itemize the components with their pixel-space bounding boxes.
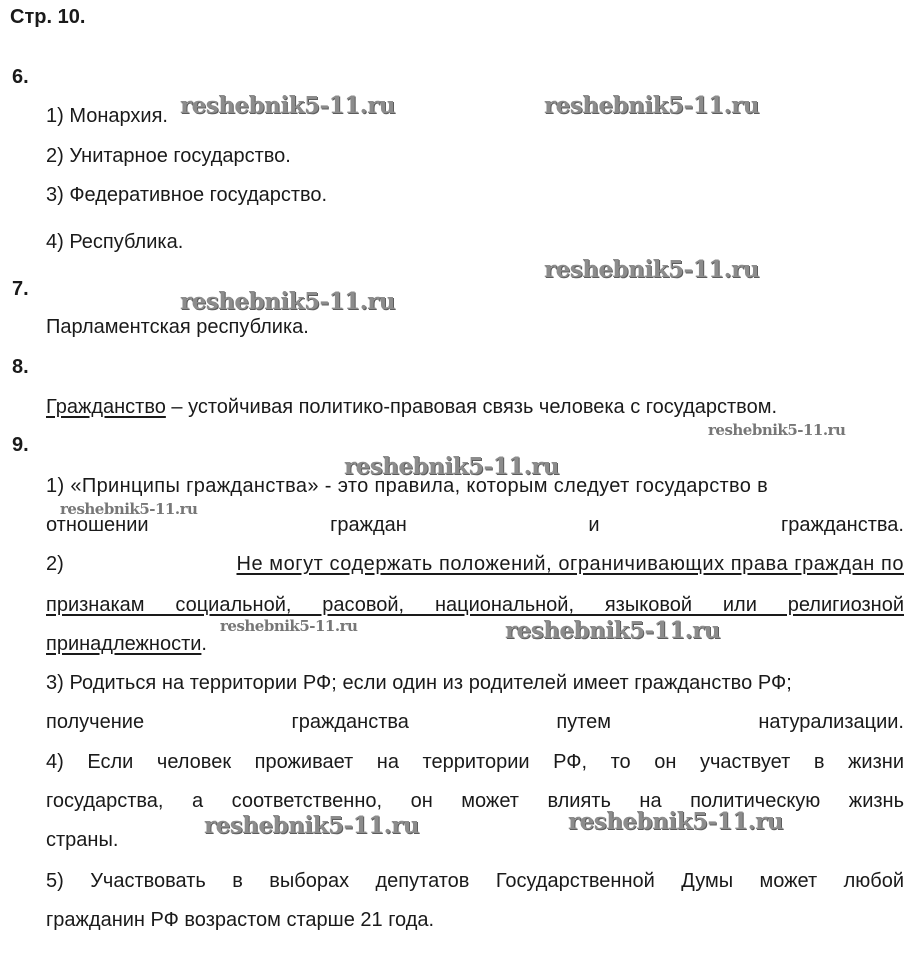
word: натурализации. — [758, 711, 904, 733]
word: гражданства — [291, 711, 409, 733]
task-7-number: 7. — [12, 278, 29, 300]
watermark: reshebnik5-11.ru — [544, 256, 759, 283]
task-6-item-1: 1) Монархия. — [46, 105, 168, 127]
word: путем — [556, 711, 611, 733]
task-7-answer: Парламентская республика. — [46, 316, 309, 338]
watermark: reshebnik5-11.ru — [204, 812, 419, 839]
answer-2-underlined-2: признакам социальной, расовой, национальной, языковой или религиозной — [46, 594, 904, 616]
task-6-item-2: 2) Унитарное государство. — [46, 145, 291, 167]
task-9-answer-5-line-1: 5) Участвовать в выборах депутатов Государственной Думы может любой — [46, 870, 904, 892]
term-citizenship: Гражданство — [46, 396, 166, 418]
task-8-answer — [46, 395, 777, 419]
task-9-answer-4-line-1: 4) Если человек проживает на территории РФ, то он участвует в жизни — [46, 751, 904, 773]
answer-2-underlined-3: принадлежности — [46, 633, 202, 655]
task-9-answer-3-line-1: 3) Родиться на территории РФ; если один из родителей имеет гражданство РФ; — [46, 672, 792, 694]
task-9-number: 9. — [12, 434, 29, 456]
word: получение — [46, 711, 145, 733]
task-9-answer-5-line-2: гражданин РФ возрастом старше 21 года. — [46, 909, 435, 931]
watermark: reshebnik5-11.ru — [544, 92, 759, 119]
watermark: reshebnik5-11.ru — [60, 500, 198, 518]
word: гражданства. — [780, 514, 904, 536]
term-definition: – устойчивая политико-правовая связь человека с государством. — [165, 396, 778, 418]
task-9-answer-3-line-2 — [46, 710, 904, 734]
answer-2-prefix: 2) — [46, 553, 64, 575]
page-title: Стр. 10. — [10, 6, 86, 28]
word: граждан — [330, 514, 407, 536]
task-9-answer-2-line-2 — [46, 593, 904, 617]
task-9-answer-2-line-1 — [46, 552, 904, 576]
task-9-answer-2-line-3 — [46, 632, 207, 656]
task-9-answer-4-line-2: государства, а соответственно, он может влиять на политическую жизнь — [46, 790, 904, 812]
watermark: reshebnik5-11.ru — [180, 92, 395, 119]
watermark: reshebnik5-11.ru — [568, 808, 783, 835]
answer-2-end: . — [201, 633, 207, 655]
watermark: reshebnik5-11.ru — [180, 288, 395, 315]
watermark: reshebnik5-11.ru — [505, 617, 720, 644]
task-6-number: 6. — [12, 66, 29, 88]
task-9-answer-1-line-1: 1) «Принципы гражданства» - это правила, которым следует государство в — [46, 475, 769, 497]
word: и — [588, 514, 600, 536]
watermark: reshebnik5-11.ru — [220, 617, 358, 635]
task-6-item-3: 3) Федеративное государство. — [46, 184, 328, 206]
watermark: reshebnik5-11.ru — [344, 453, 559, 480]
answer-2-underlined-1: Не могут содержать положений, ограничивающих права граждан по — [236, 553, 904, 575]
task-6-item-4: 4) Республика. — [46, 231, 184, 253]
task-8-number: 8. — [12, 356, 29, 378]
task-9-answer-4-line-3: страны. — [46, 829, 119, 851]
watermark: reshebnik5-11.ru — [708, 421, 846, 439]
word: отношении — [46, 514, 149, 536]
